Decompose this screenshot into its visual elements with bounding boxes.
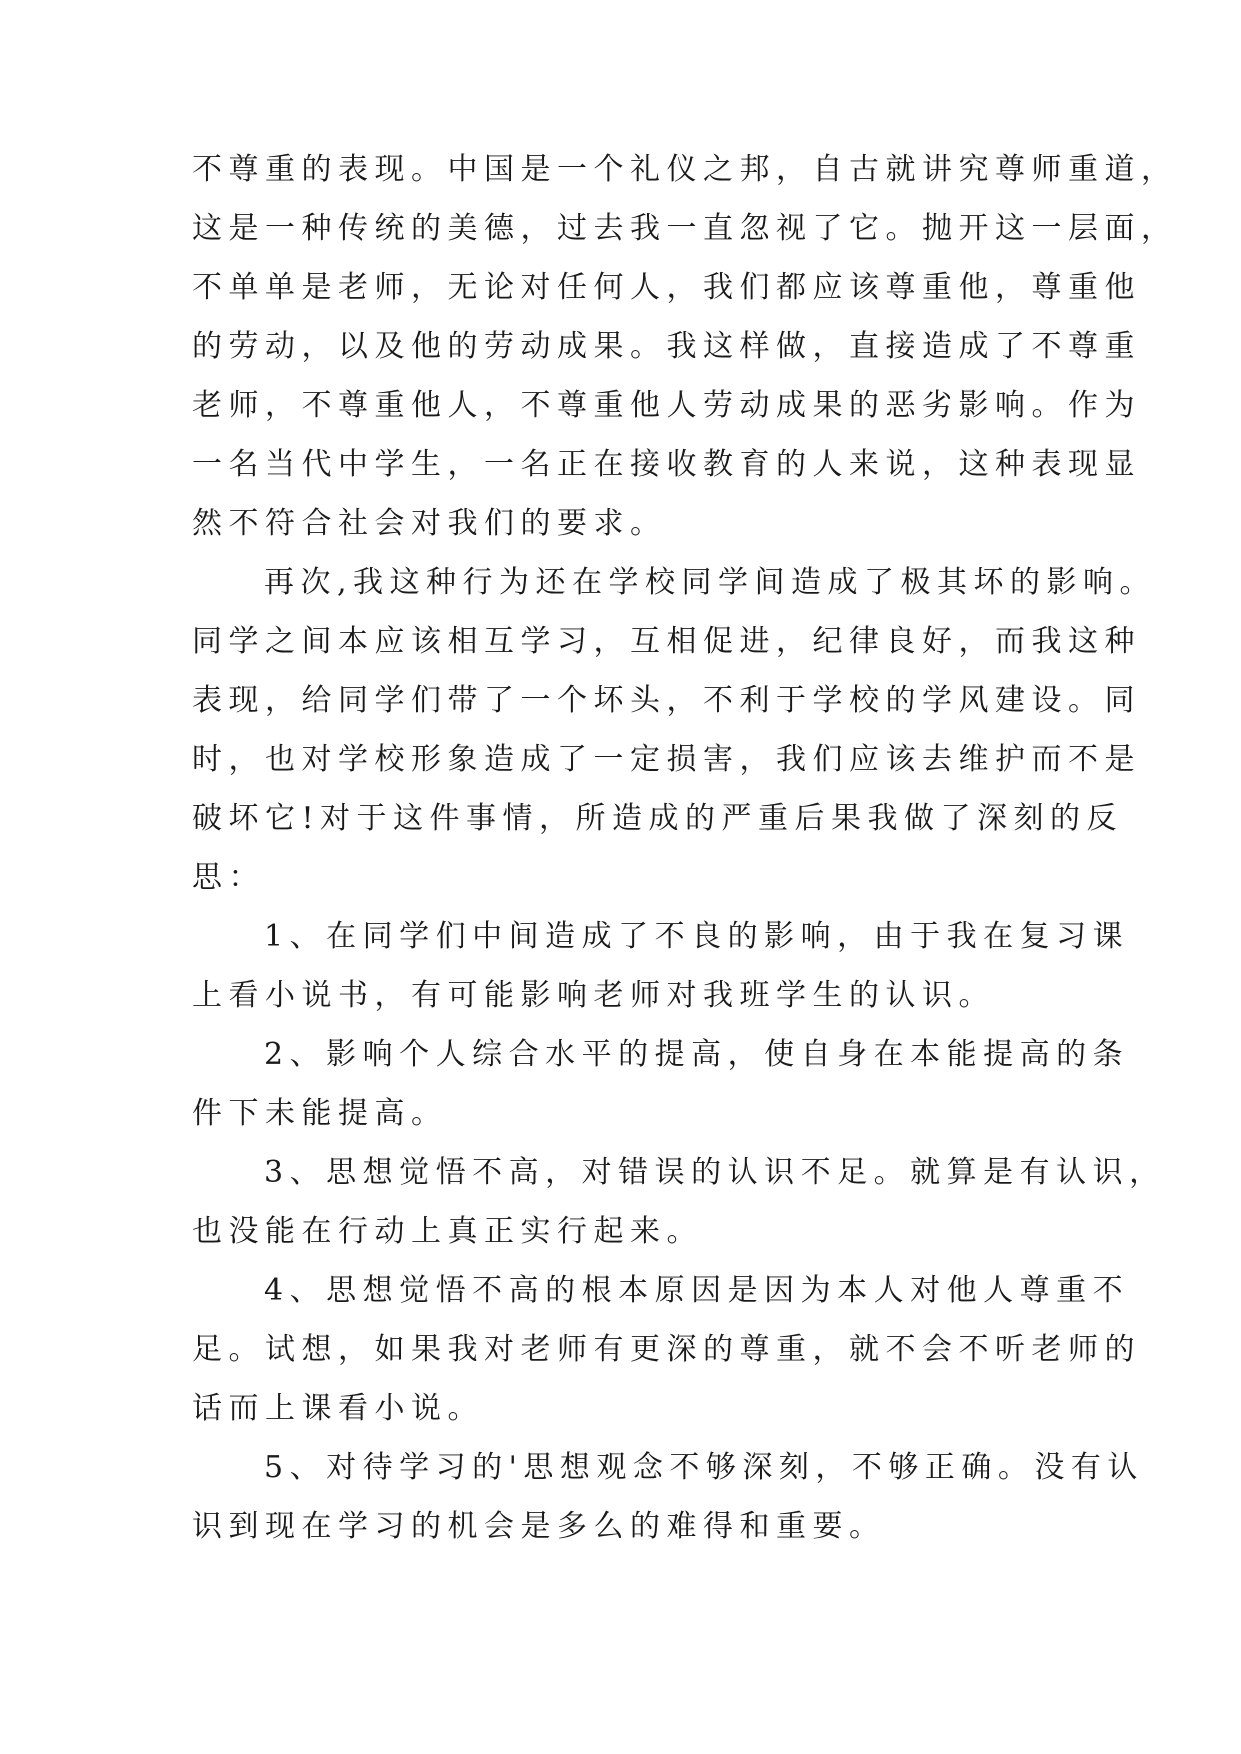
- text-line: 思：: [192, 860, 265, 895]
- text-line: 件下未能提高。: [192, 1096, 448, 1131]
- paragraph-first-line: 再次,我这种行为还在学校同学间造成了极其坏的影响。: [264, 565, 1157, 600]
- text-line: 同学之间本应该相互学习，互相促进，纪律良好，而我这种: [192, 624, 1141, 659]
- list-item-3: 3、思想觉悟不高，对错误的认识不足。就算是有认识，: [264, 1155, 1166, 1190]
- text-line: 也没能在行动上真正实行起来。: [192, 1214, 703, 1249]
- text-line: 老师，不尊重他人，不尊重他人劳动成果的恶劣影响。作为: [192, 388, 1141, 423]
- text-line: 足。试想，如果我对老师有更深的尊重，就不会不听老师的: [192, 1332, 1141, 1367]
- text-line: 然不符合社会对我们的要求。: [192, 506, 667, 541]
- text-line: 的劳动，以及他的劳动成果。我这样做，直接造成了不尊重: [192, 329, 1141, 364]
- list-item-5: 5、对待学习的'思想观念不够深刻，不够正确。没有认: [264, 1450, 1144, 1485]
- text-line: 不单单是老师，无论对任何人，我们都应该尊重他，尊重他: [192, 270, 1141, 305]
- list-item-4: 4、思想觉悟不高的根本原因是因为本人对他人尊重不: [264, 1273, 1130, 1308]
- text-line: 识到现在学习的机会是多么的难得和重要。: [192, 1509, 886, 1544]
- text-line: 时，也对学校形象造成了一定损害，我们应该去维护而不是: [192, 742, 1141, 777]
- text-line: 破坏它!对于这件事情，所造成的严重后果我做了深刻的反: [192, 801, 1124, 836]
- text-line: 上看小说书，有可能影响老师对我班学生的认识。: [192, 978, 995, 1013]
- text-line: 这是一种传统的美德，过去我一直忽视了它。抛开这一层面，: [192, 211, 1178, 246]
- text-line: 不尊重的表现。中国是一个礼仪之邦，自古就讲究尊师重道，: [192, 152, 1178, 187]
- text-line: 一名当代中学生，一名正在接收教育的人来说，这种表现显: [192, 447, 1141, 482]
- text-line: 表现，给同学们带了一个坏头，不利于学校的学风建设。同: [192, 683, 1141, 718]
- list-item-2: 2、影响个人综合水平的提高，使自身在本能提高的条: [264, 1037, 1130, 1072]
- text-line: 话而上课看小说。: [192, 1391, 484, 1426]
- document-body: [192, 140, 1178, 1556]
- list-item-1: 1、在同学们中间造成了不良的影响，由于我在复习课: [264, 919, 1130, 954]
